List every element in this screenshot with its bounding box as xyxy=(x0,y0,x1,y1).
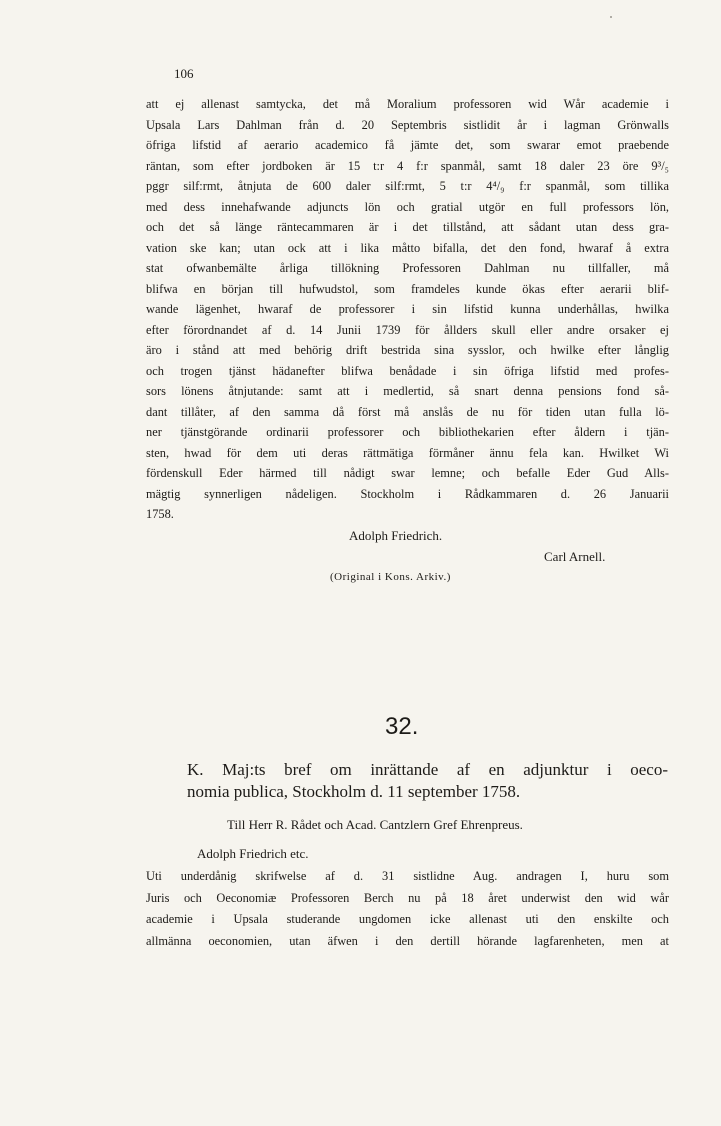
text-line: Juris och Oeconomiæ Professoren Berch nu på 18 året underwist den wid wår xyxy=(146,890,669,905)
text-line: wande lägenhet, hwaraf de professorer i sin lifstid kunna underhållas, hwilka xyxy=(146,302,669,316)
text-line: pggr silf:rmt, åtnjuta de 600 daler silf:rmt, 5 t:r 4⁴/₉ f:r spanmål, som tillika xyxy=(146,179,669,193)
document-title-line: nomia publica, Stockholm d. 11 september 1758. xyxy=(187,782,521,801)
text-line: ner tjänstgörande ordinarii professorer och bibliothekarien efter åldern i tjän- xyxy=(146,425,669,439)
text-line: dant tillåter, af den samma då först må anslås de nu för tiden utan fulla lö- xyxy=(146,404,669,419)
text-line: mägtig synnerligen nådeligen. Stockholm i Rådkammaren d. 26 Januarii xyxy=(146,486,669,501)
signature-secretary: Carl Arnell. xyxy=(544,549,606,564)
document-number: 32. xyxy=(385,713,419,740)
scan-speck xyxy=(610,16,612,18)
text-line: och det så länge räntecammaren är i det tillstånd, att sådant utan dess gra- xyxy=(146,220,669,234)
text-line: fördenskull Eder härmed till nådigt swar lemne; och befalle Eder Gud Alls- xyxy=(146,466,669,480)
text-line: allmänna oeconomien, utan äfwen i den dertill hörande lagfarenheten, men at xyxy=(146,934,669,949)
text-line: blifwa en början till hufwudstol, som framdeles kunde ökas efter aerarii blif- xyxy=(146,281,669,296)
text-line: och trogen tjänst hädanefter blifwa benådade i sin öfriga lifstid med profes- xyxy=(146,363,669,378)
text-line: academie i Upsala studerande ungdomen icke allenast uti den enskilte och xyxy=(146,912,669,927)
text-line: med dess innehafwande adjuncts lön och gratial utgör en full professors lön, xyxy=(146,199,669,214)
text-line: Uti underdånig skrifwelse af d. 31 sistlidne Aug. andragen I, huru som xyxy=(146,869,669,883)
text-line: räntan, som efter jordboken är 15 t:r 4 f:r spanmål, samt 18 daler 23 öre 9³/₅ xyxy=(146,158,669,173)
text-line: sors lönens åtnjutande: samt att i medlertid, så snart denna pensions fond så- xyxy=(146,384,669,398)
sender: Adolph Friedrich etc. xyxy=(197,846,309,861)
document-title-line: K. Maj:ts bref om inrättande af en adjunktur i oeco- xyxy=(187,760,668,779)
page-number: 106 xyxy=(174,66,194,81)
text-line: äro i stånd att med behörig drift bestrida sina sysslor, och hwilke efter långlig xyxy=(146,343,669,357)
text-line: öfriga lifstid af aerario academico få jämte det, som swarar emot praebende xyxy=(146,138,669,152)
text-line: stat ofwanbemälte årliga tillökning Professoren Dahlman nu tillfaller, må xyxy=(146,261,669,275)
signature-king: Adolph Friedrich. xyxy=(349,528,443,543)
text-line: sten, hwad för dem uti deras rättmätiga förmåner ännu fela kan. Hwilket Wi xyxy=(146,445,669,460)
text-line: att ej allenast samtycka, det må Moralium professoren wid Wår academie i xyxy=(146,97,669,111)
addressee: Till Herr R. Rådet och Acad. Cantzlern Gref Ehrenpreus. xyxy=(227,817,523,832)
text-line: 1758. xyxy=(146,507,174,521)
text-line: vation ske kan; utan ock att i lika måtto bifalla, det den fond, hwaraf å extra xyxy=(146,240,669,255)
source-note: (Original i Kons. Arkiv.) xyxy=(330,571,451,583)
text-line: Upsala Lars Dahlman från d. 20 Septembris sistlidit år i lagman Grönwalls xyxy=(146,117,669,132)
text-line: efter förordnandet af d. 14 Junii 1739 för ållders skull eller andre orsaker ej xyxy=(146,322,669,337)
